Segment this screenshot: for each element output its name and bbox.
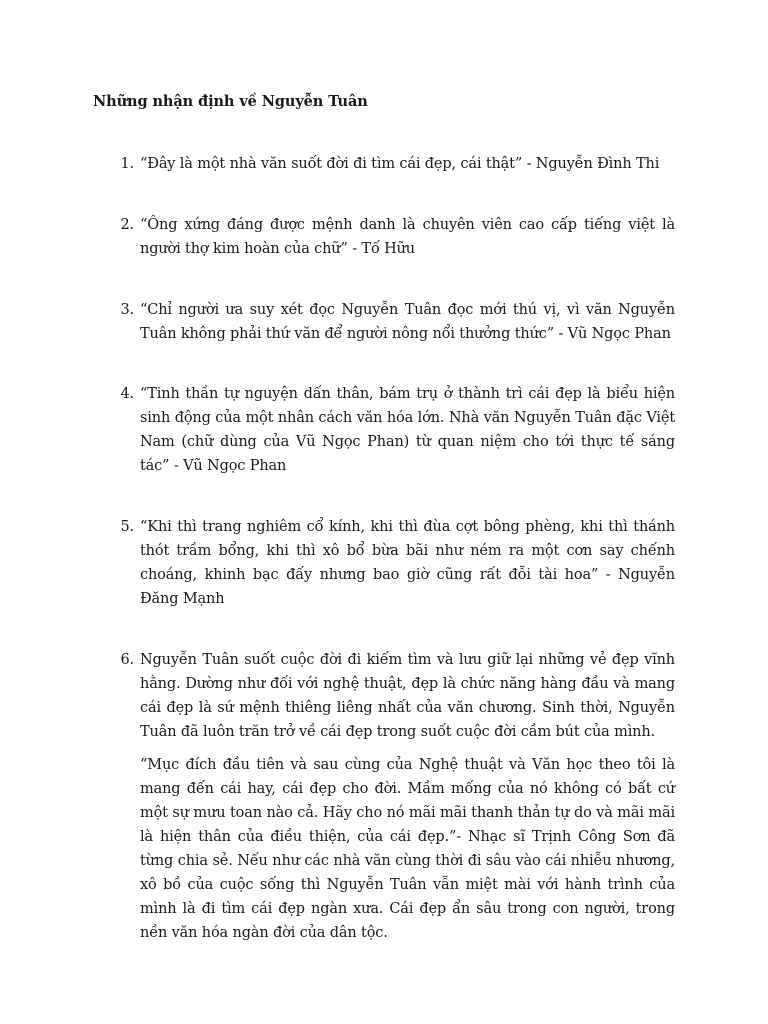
item-text-block bbox=[140, 298, 675, 346]
item-number: 5. bbox=[120, 519, 134, 535]
document-title: Những nhận định về Nguyễn Tuân bbox=[93, 93, 368, 110]
item-number: 1. bbox=[120, 156, 134, 172]
item-text: “Khi thì trang nghiêm cổ kính, khi thì đùa cợt bông phèng, khi thì thánh thót trầm bổng, khi thì xô bổ bừa bãi như ném ra một cơn say chếnh choáng, khinh bạc đấy nhưng bao giờ cũng rất đỗi tài hoa” - Nguyễn Đăng Mạnh bbox=[140, 519, 675, 607]
item-text-block bbox=[140, 515, 675, 611]
item-paragraph: “Mục đích đầu tiên và sau cùng của Nghệ thuật và Văn học theo tôi là mang đến cái hay, cái đẹp cho đời. Mầm mống của nó không có bất cứ một sự mưu toan nào cả. Hãy cho nó mãi mãi thanh thản tự do và mãi mãi là hiện thân của điều thiện, của cái đẹp.”- Nhạc sĩ Trịnh Công Sơn đã từng chia sẻ. Nếu như các nhà văn cùng thời đi sâu vào cái nhiễu nhương, xô bồ của cuộc sống thì Nguyễn Tuân vẫn miệt mài với hành trình của mình là đi tìm cái đẹp ngàn xưa. Cái đẹp ẩn sâu trong con người, trong nền văn hóa ngàn đời của dân tộc. bbox=[140, 757, 675, 941]
item-number: 2. bbox=[120, 217, 134, 233]
item-number: 4. bbox=[120, 386, 134, 402]
item-number: 3. bbox=[120, 302, 134, 318]
item-text: “Đây là một nhà văn suốt đời đi tìm cái đẹp, cái thật” - Nguyễn Đình Thi bbox=[140, 156, 660, 172]
item-text: Nguyễn Tuân suốt cuộc đời đi kiếm tìm và lưu giữ lại những vẻ đẹp vĩnh hằng. Dường như đối với nghệ thuật, đẹp là chức năng hàng đầu và mang cái đẹp là sứ mệnh thiêng liêng nhất của văn chương. Sinh thời, Nguyễn Tuân đã luôn trăn trở về cái đẹp trong suốt cuộc đời cầm bút của mình. bbox=[140, 652, 675, 740]
item-text-block bbox=[140, 382, 675, 478]
item-text: “Tinh thần tự nguyện dấn thân, bám trụ ở thành trì cái đẹp là biểu hiện sinh động của một nhân cách văn hóa lớn. Nhà văn Nguyễn Tuân đặc Việt Nam (chữ dùng của Vũ Ngọc Phan) từ quan niệm cho tới thực tế sáng tác” - Vũ Ngọc Phan bbox=[140, 386, 675, 474]
item-text-block bbox=[140, 213, 675, 261]
item-text-block bbox=[140, 152, 675, 176]
item-text-block bbox=[140, 648, 675, 945]
item-text: “Ông xứng đáng được mệnh danh là chuyên viên cao cấp tiếng việt là người thợ kim hoàn của chữ” - Tố Hữu bbox=[140, 217, 675, 257]
item-text: “Chỉ người ưa suy xét đọc Nguyễn Tuân đọc mới thú vị, vì văn Nguyễn Tuân không phải thứ văn để người nông nổi thưởng thức” - Vũ Ngọc Phan bbox=[140, 302, 675, 342]
item-number: 6. bbox=[120, 652, 134, 668]
